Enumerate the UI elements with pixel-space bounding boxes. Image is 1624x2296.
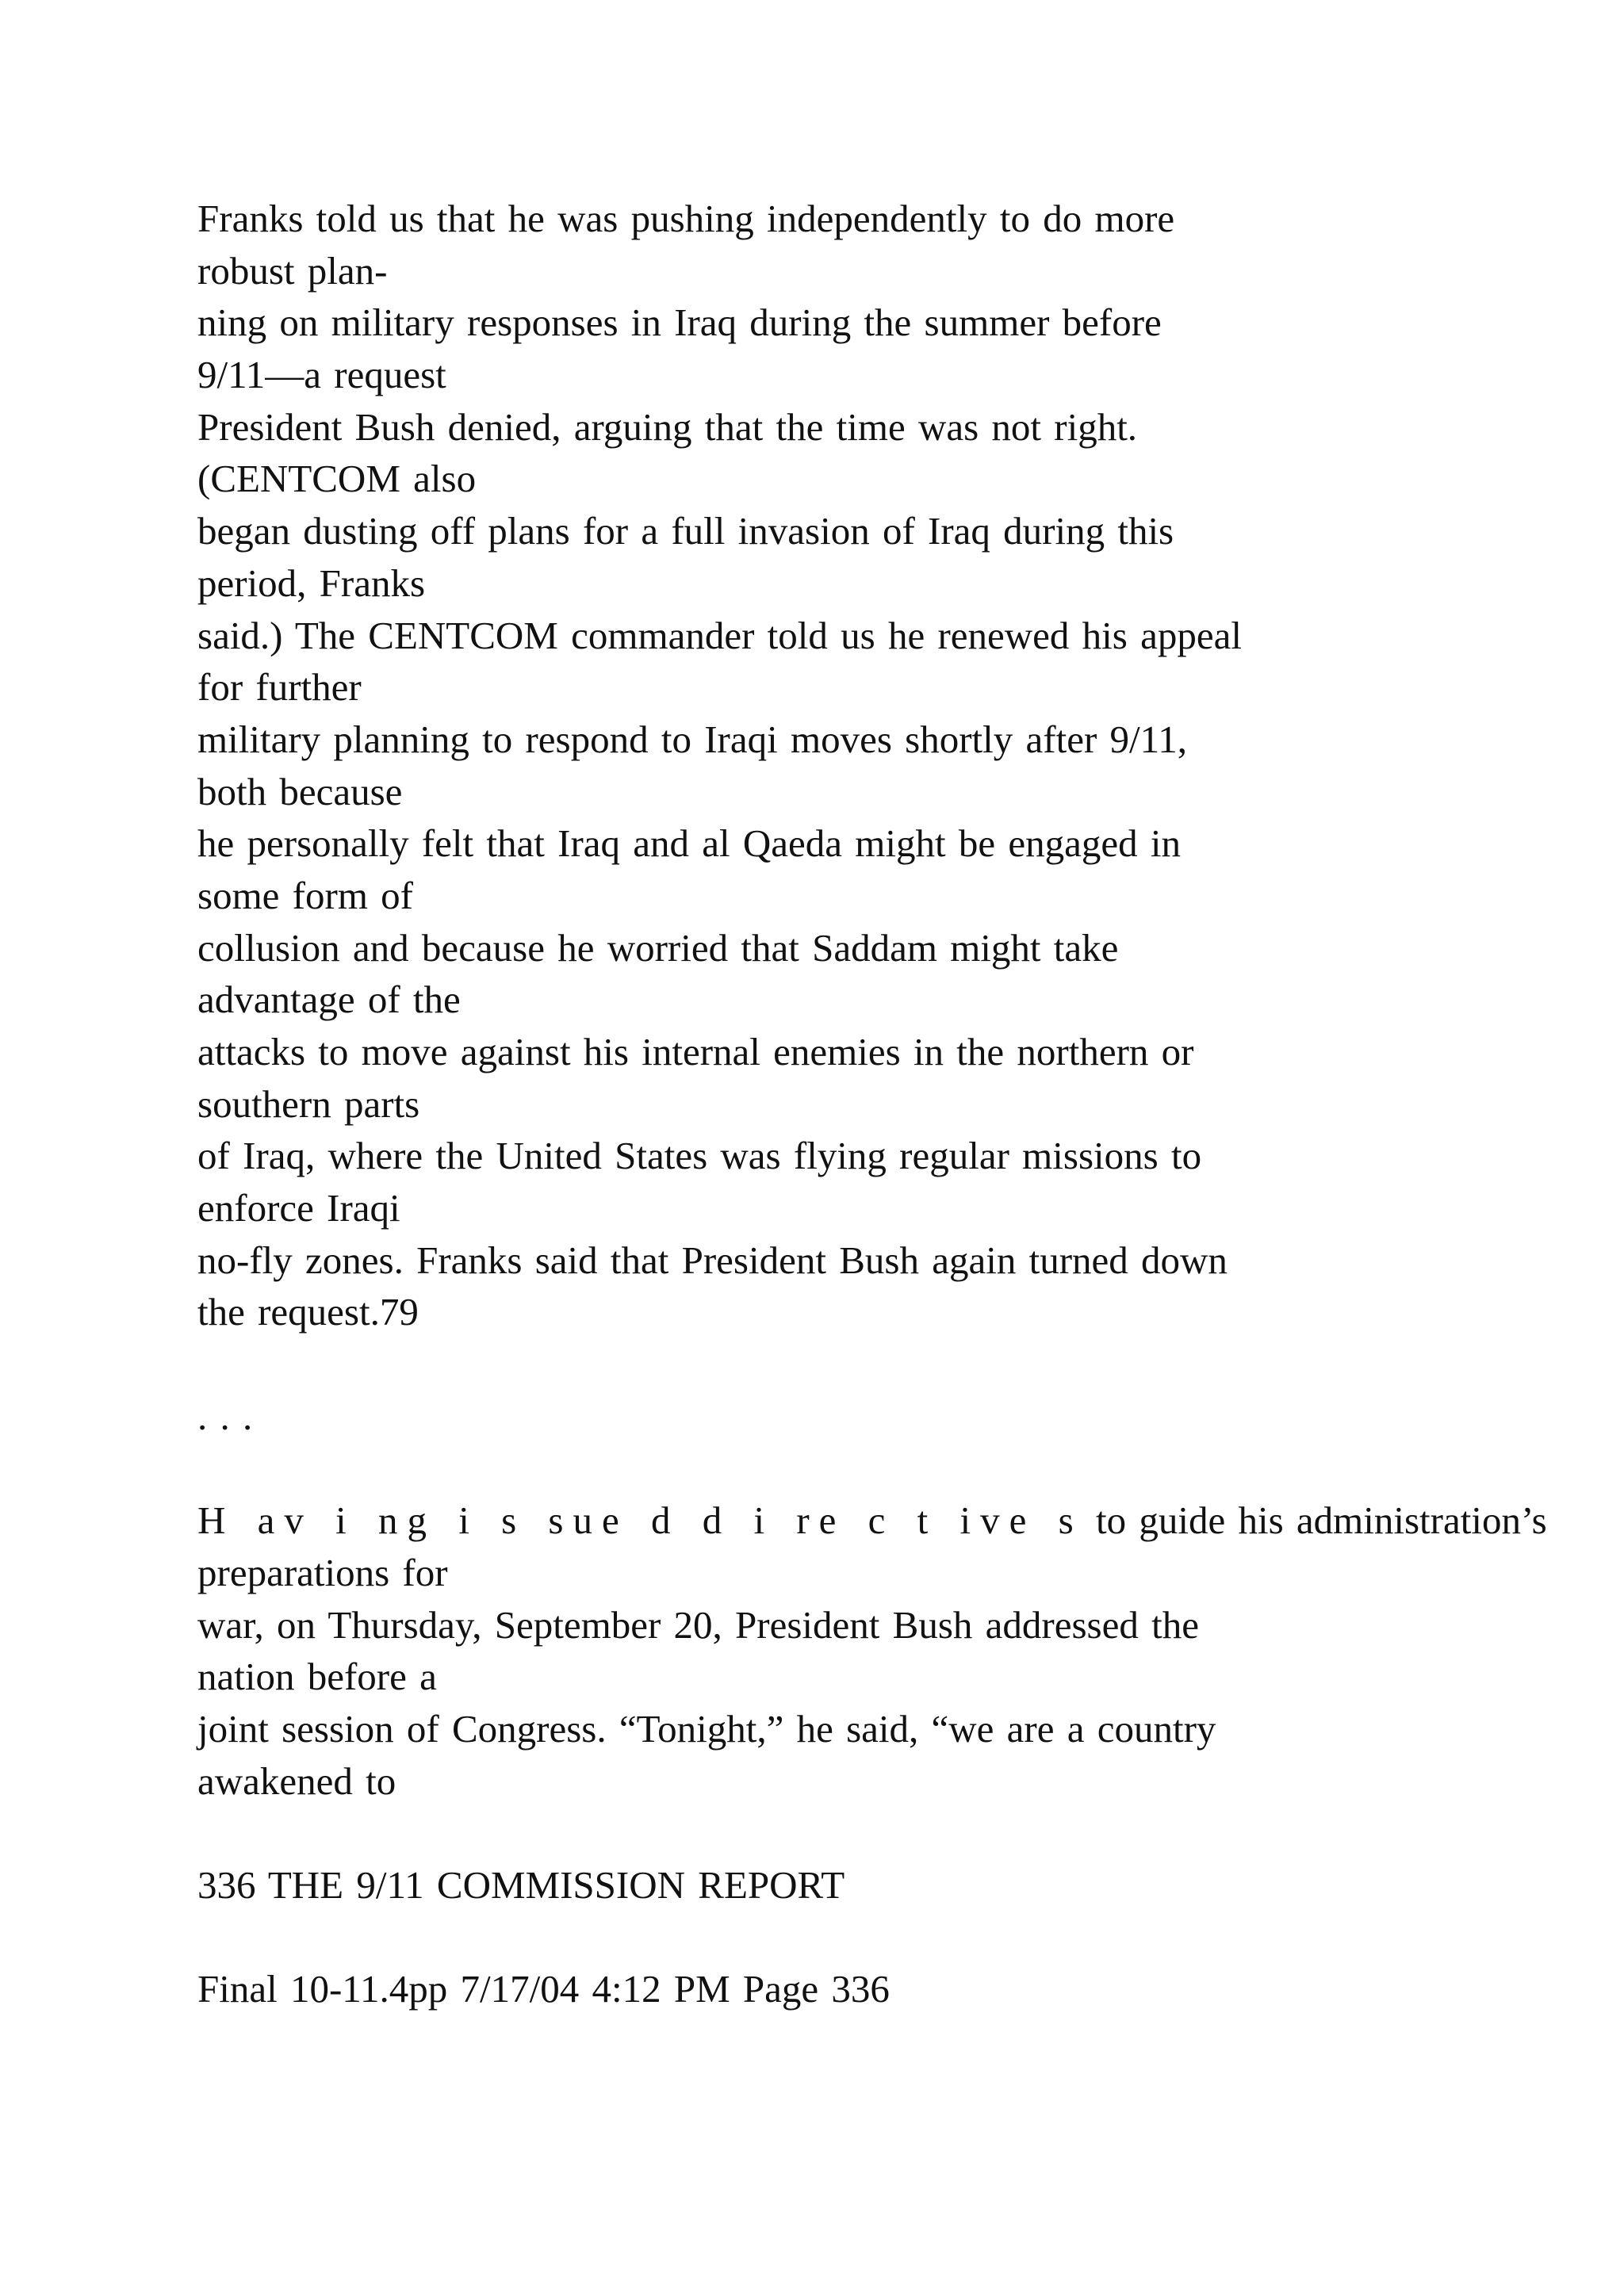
paragraph-franks [197,193,1466,1338]
text-line: 9/11—a request [197,353,446,397]
text-line: military planning to respond to Iraqi moves shortly after 9/11, [197,717,1188,761]
text-line: ning on military responses in Iraq during the summer before [197,300,1162,345]
text-line: robust plan- [197,248,388,293]
text-line [197,1494,1547,1547]
blank-line [197,1338,1466,1391]
text-line: for further [197,665,362,710]
blank-line [197,1911,1466,1964]
text-line: period, Franks [197,561,426,605]
text-line: began dusting off plans for a full invasion of Iraq during this [197,509,1174,553]
paragraph-address [197,1494,1547,1807]
ellipsis: . . . [197,1394,253,1438]
text-line: Franks told us that he was pushing independently to do more [197,197,1175,240]
spaced-lead-in: H av i ng i s sue d d i re c t ive s [197,1498,1083,1543]
text-line: no-fly zones. Franks said that President Bush again turned down [197,1238,1228,1282]
text-line: nation before a [197,1655,437,1699]
running-footer: 336 THE 9/11 COMMISSION REPORT [197,1863,845,1907]
body-text [197,193,1547,2015]
text-line: southern parts [197,1081,420,1126]
text-line: joint session of Congress. “Tonight,” he said, “we are a country [197,1706,1216,1751]
text-line: war, on Thursday, September 20, President Bush addressed the [197,1602,1199,1647]
text-line: the request.79 [197,1290,419,1334]
text-line: attacks to move against his internal enemies in the northern or [197,1030,1194,1073]
text-line: awakened to [197,1758,396,1803]
text-line: of Iraq, where the United States was flying regular missions to [197,1134,1202,1178]
text-line: President Bush denied, arguing that the time was not right. [197,404,1138,449]
print-slug: Final 10-11.4pp 7/17/04 4:12 PM Page 336 [197,1967,890,2011]
text-line: preparations for [197,1550,448,1594]
text-line: advantage of the [197,978,461,1022]
text-line: (CENTCOM also [197,457,477,501]
blank-line [197,1807,1466,1859]
text-line: enforce Iraqi [197,1186,400,1230]
text-line: he personally felt that Iraq and al Qaeda might be engaged in [197,821,1181,866]
text-line: both because [197,769,403,813]
text-line: collusion and because he worried that Saddam might take [197,925,1119,970]
text-segment: to guide his administration’s [1082,1498,1547,1543]
blank-line [197,1443,1466,1495]
text-line: some form of [197,873,413,917]
text-line: said.) The CENTCOM commander told us he renewed his appeal [197,613,1242,657]
